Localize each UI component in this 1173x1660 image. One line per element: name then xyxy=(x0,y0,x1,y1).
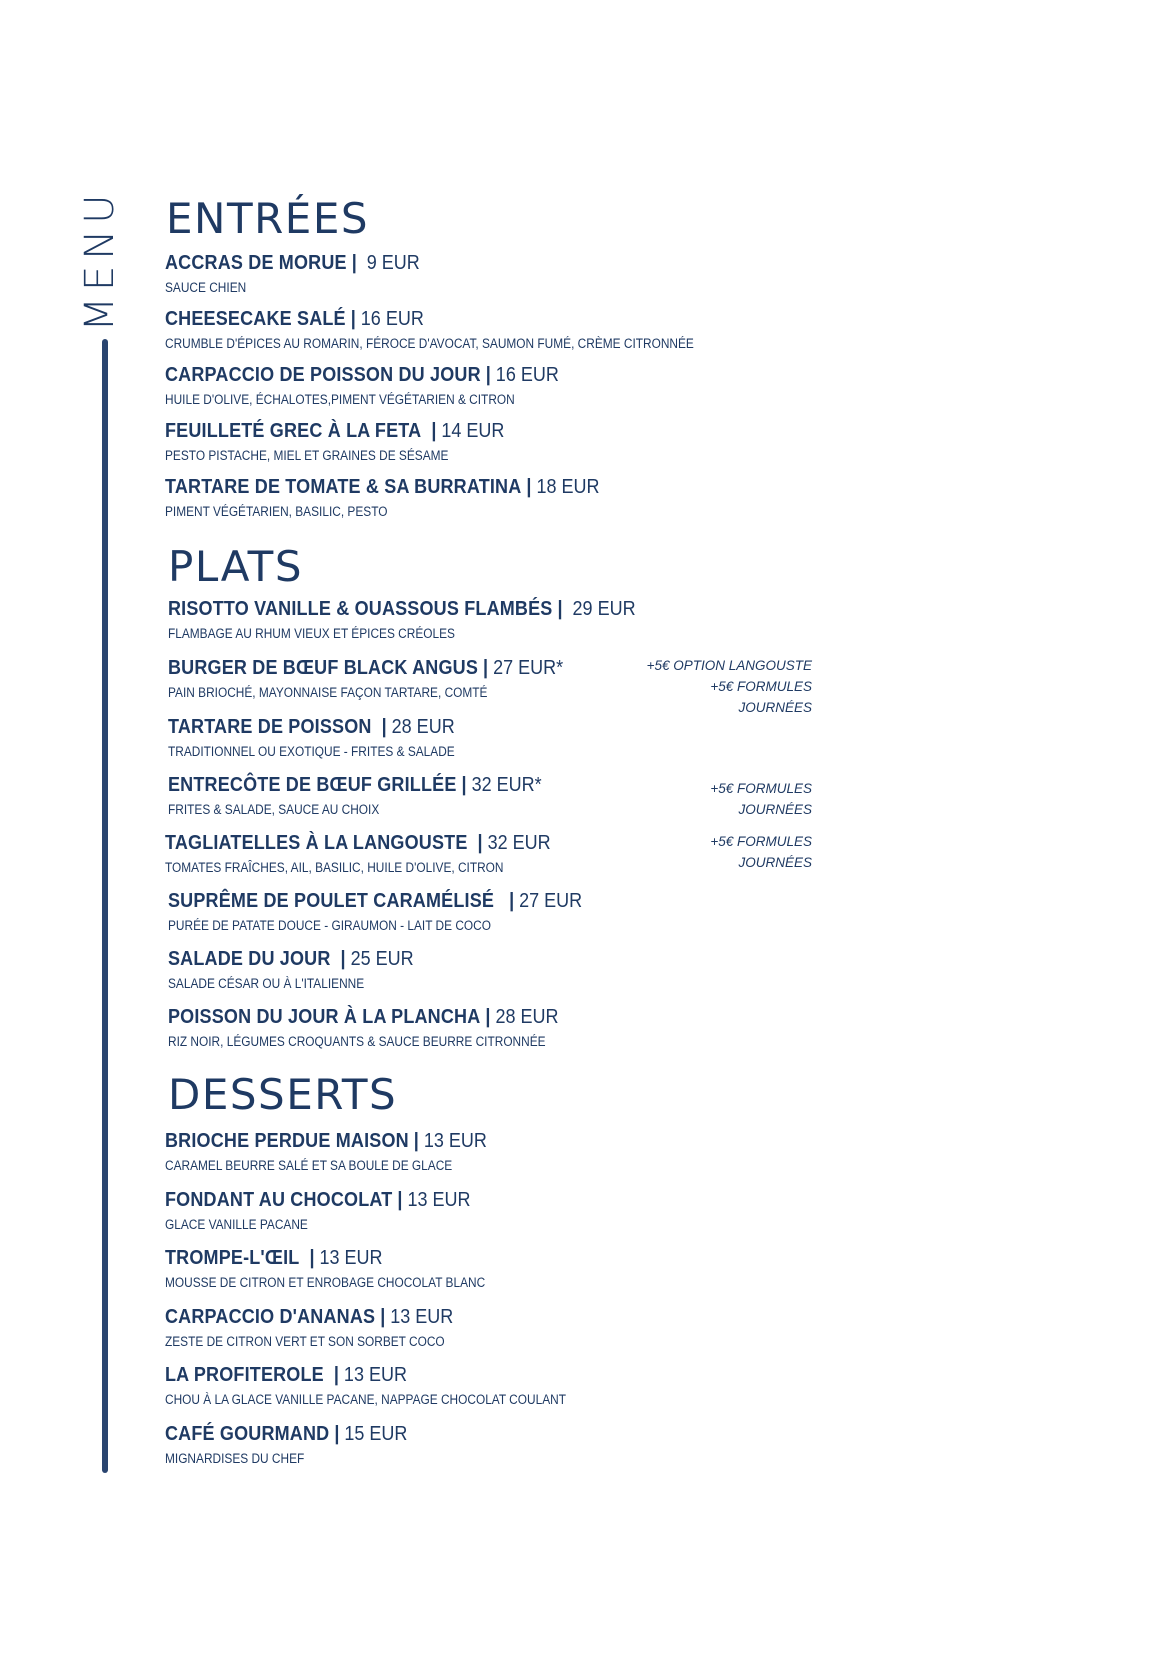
item-price: 14 EUR xyxy=(441,420,505,442)
item-description: HUILE D'OLIVE, ÉCHALOTES,PIMENT VÉGÉTARIEN & CITRON xyxy=(165,392,515,407)
item-description: FRITES & SALADE, SAUCE AU CHOIX xyxy=(168,802,380,817)
item-price: 18 EUR xyxy=(536,476,600,498)
item-name: TARTARE DE POISSON xyxy=(168,716,372,738)
menu-item xyxy=(165,1364,621,1408)
item-name: SUPRÊME DE POULET CARAMÉLISÉ xyxy=(168,890,495,912)
item-separator: | xyxy=(477,832,483,854)
item-separator: | xyxy=(557,598,563,620)
item-description: CHOU À LA GLACE VANILLE PACANE, NAPPAGE CHOCOLAT COULANT xyxy=(165,1392,566,1407)
item-name: RISOTTO VANILLE & OUASSOUS FLAMBÉS xyxy=(168,598,553,620)
item-separator: | xyxy=(431,420,437,442)
item-name: FONDANT AU CHOCOLAT xyxy=(165,1189,393,1211)
item-price: 32 EUR xyxy=(487,832,551,854)
item-price: 28 EUR xyxy=(391,716,455,738)
item-price: 16 EUR xyxy=(360,308,424,330)
option-note-langouste: +5€ OPTION LANGOUSTE xyxy=(646,658,812,673)
menu-item xyxy=(168,890,628,934)
item-separator: | xyxy=(485,1006,491,1028)
menu-item xyxy=(165,252,448,296)
section-title-entrees: ENTRÉES xyxy=(166,194,370,243)
item-description: PAIN BRIOCHÉ, MAYONNAISE FAÇON TARTARE, COMTÉ xyxy=(168,685,488,700)
menu-item xyxy=(165,308,766,352)
menu-item xyxy=(165,1423,434,1467)
item-description: CRUMBLE D'ÉPICES AU ROMARIN, FÉROCE D'AVOCAT, SAUMON FUMÉ, CRÈME CITRONNÉE xyxy=(165,336,694,351)
item-name: LA PROFITEROLE xyxy=(165,1364,324,1386)
menu-item xyxy=(168,598,688,642)
option-note-formules: +5€ FORMULES JOURNÉES xyxy=(710,781,812,817)
item-separator: | xyxy=(397,1189,403,1211)
item-separator: | xyxy=(483,657,489,679)
menu-item xyxy=(165,1189,504,1233)
item-price: 13 EUR xyxy=(343,1364,407,1386)
item-separator: | xyxy=(350,308,356,330)
item-price: 13 EUR xyxy=(407,1189,471,1211)
item-name: CHEESECAKE SALÉ xyxy=(165,308,346,330)
item-name: POISSON DU JOUR À LA PLANCHA xyxy=(168,1006,481,1028)
item-separator: | xyxy=(526,476,532,498)
vertical-divider-bar xyxy=(102,339,108,1473)
item-separator: | xyxy=(380,1306,386,1328)
item-separator: | xyxy=(340,948,346,970)
item-price: 28 EUR xyxy=(495,1006,559,1028)
item-name: CAFÉ GOURMAND xyxy=(165,1423,330,1445)
item-description: PESTO PISTACHE, MIEL ET GRAINES DE SÉSAME xyxy=(165,448,449,463)
item-name: ENTRECÔTE DE BŒUF GRILLÉE xyxy=(168,774,457,796)
item-description: PIMENT VÉGÉTARIEN, BASILIC, PESTO xyxy=(165,504,388,519)
menu-item xyxy=(165,420,542,464)
item-description: TOMATES FRAÎCHES, AIL, BASILIC, HUILE D'OLIVE, CITRON xyxy=(165,860,504,875)
menu-item xyxy=(165,1247,529,1291)
item-price: 27 EUR xyxy=(519,890,583,912)
item-separator: | xyxy=(509,890,515,912)
item-description: SAUCE CHIEN xyxy=(165,280,247,295)
item-price: 15 EUR xyxy=(344,1423,408,1445)
menu-item xyxy=(168,1006,602,1050)
menu-item xyxy=(168,657,607,701)
item-separator: | xyxy=(461,774,467,796)
item-separator: | xyxy=(351,252,357,274)
menu-item xyxy=(165,832,593,876)
section-title-desserts: DESSERTS xyxy=(168,1070,398,1119)
item-description: SALADE CÉSAR OU À L'ITALIENNE xyxy=(168,976,365,991)
item-name: CARPACCIO DE POISSON DU JOUR xyxy=(165,364,481,386)
item-price: 32 EUR* xyxy=(471,774,542,796)
menu-item xyxy=(165,364,603,408)
item-separator: | xyxy=(309,1247,315,1269)
item-name: TARTARE DE TOMATE & SA BURRATINA xyxy=(165,476,522,498)
item-price: 25 EUR xyxy=(350,948,414,970)
item-name: CARPACCIO D'ANANAS xyxy=(165,1306,376,1328)
item-description: RIZ NOIR, LÉGUMES CROQUANTS & SAUCE BEURRE CITRONNÉE xyxy=(168,1034,546,1049)
item-name: TAGLIATELLES À LA LANGOUSTE xyxy=(165,832,468,854)
item-name: FEUILLETÉ GREC À LA FETA xyxy=(165,420,422,442)
option-note-formules: +5€ FORMULES JOURNÉES xyxy=(710,834,812,870)
item-separator: | xyxy=(485,364,491,386)
item-description: MOUSSE DE CITRON ET ENROBAGE CHOCOLAT BLANC xyxy=(165,1275,486,1290)
item-description: ZESTE DE CITRON VERT ET SON SORBET COCO xyxy=(165,1334,445,1349)
menu-item xyxy=(165,1306,485,1350)
item-description: TRADITIONNEL OU EXOTIQUE - FRITES & SALADE xyxy=(168,744,455,759)
option-note-formules: +5€ FORMULES JOURNÉES xyxy=(710,679,812,715)
item-description: MIGNARDISES DU CHEF xyxy=(165,1451,305,1466)
item-price: 9 EUR xyxy=(366,252,420,274)
item-separator: | xyxy=(413,1130,419,1152)
item-separator: | xyxy=(333,1364,339,1386)
item-price: 16 EUR xyxy=(495,364,559,386)
item-separator: | xyxy=(334,1423,340,1445)
item-name: BRIOCHE PERDUE MAISON xyxy=(165,1130,409,1152)
item-name: ACCRAS DE MORUE xyxy=(165,252,347,274)
menu-item xyxy=(168,716,494,760)
item-name: SALADE DU JOUR xyxy=(168,948,331,970)
item-price: 29 EUR xyxy=(572,598,636,620)
menu-item xyxy=(168,948,441,992)
item-price: 13 EUR xyxy=(423,1130,487,1152)
menu-side-label-text: MENU xyxy=(77,188,123,332)
section-title-plats: PLATS xyxy=(168,542,303,591)
item-separator: | xyxy=(381,716,387,738)
menu-item xyxy=(165,1130,523,1174)
item-name: TROMPE-L'ŒIL xyxy=(165,1247,300,1269)
item-description: CARAMEL BEURRE SALÉ ET SA BOULE DE GLACE xyxy=(165,1158,453,1173)
item-description: PURÉE DE PATATE DOUCE - GIRAUMON - LAIT DE COCO xyxy=(168,918,492,933)
item-price: 27 EUR* xyxy=(493,657,564,679)
item-description: FLAMBAGE AU RHUM VIEUX ET ÉPICES CRÉOLES xyxy=(168,626,455,641)
item-price: 13 EUR xyxy=(390,1306,454,1328)
menu-item xyxy=(165,476,648,520)
item-description: GLACE VANILLE PACANE xyxy=(165,1217,308,1232)
menu-side-label xyxy=(77,188,123,332)
item-name: BURGER DE BŒUF BLACK ANGUS xyxy=(168,657,479,679)
item-price: 13 EUR xyxy=(319,1247,383,1269)
menu-item xyxy=(168,774,583,818)
